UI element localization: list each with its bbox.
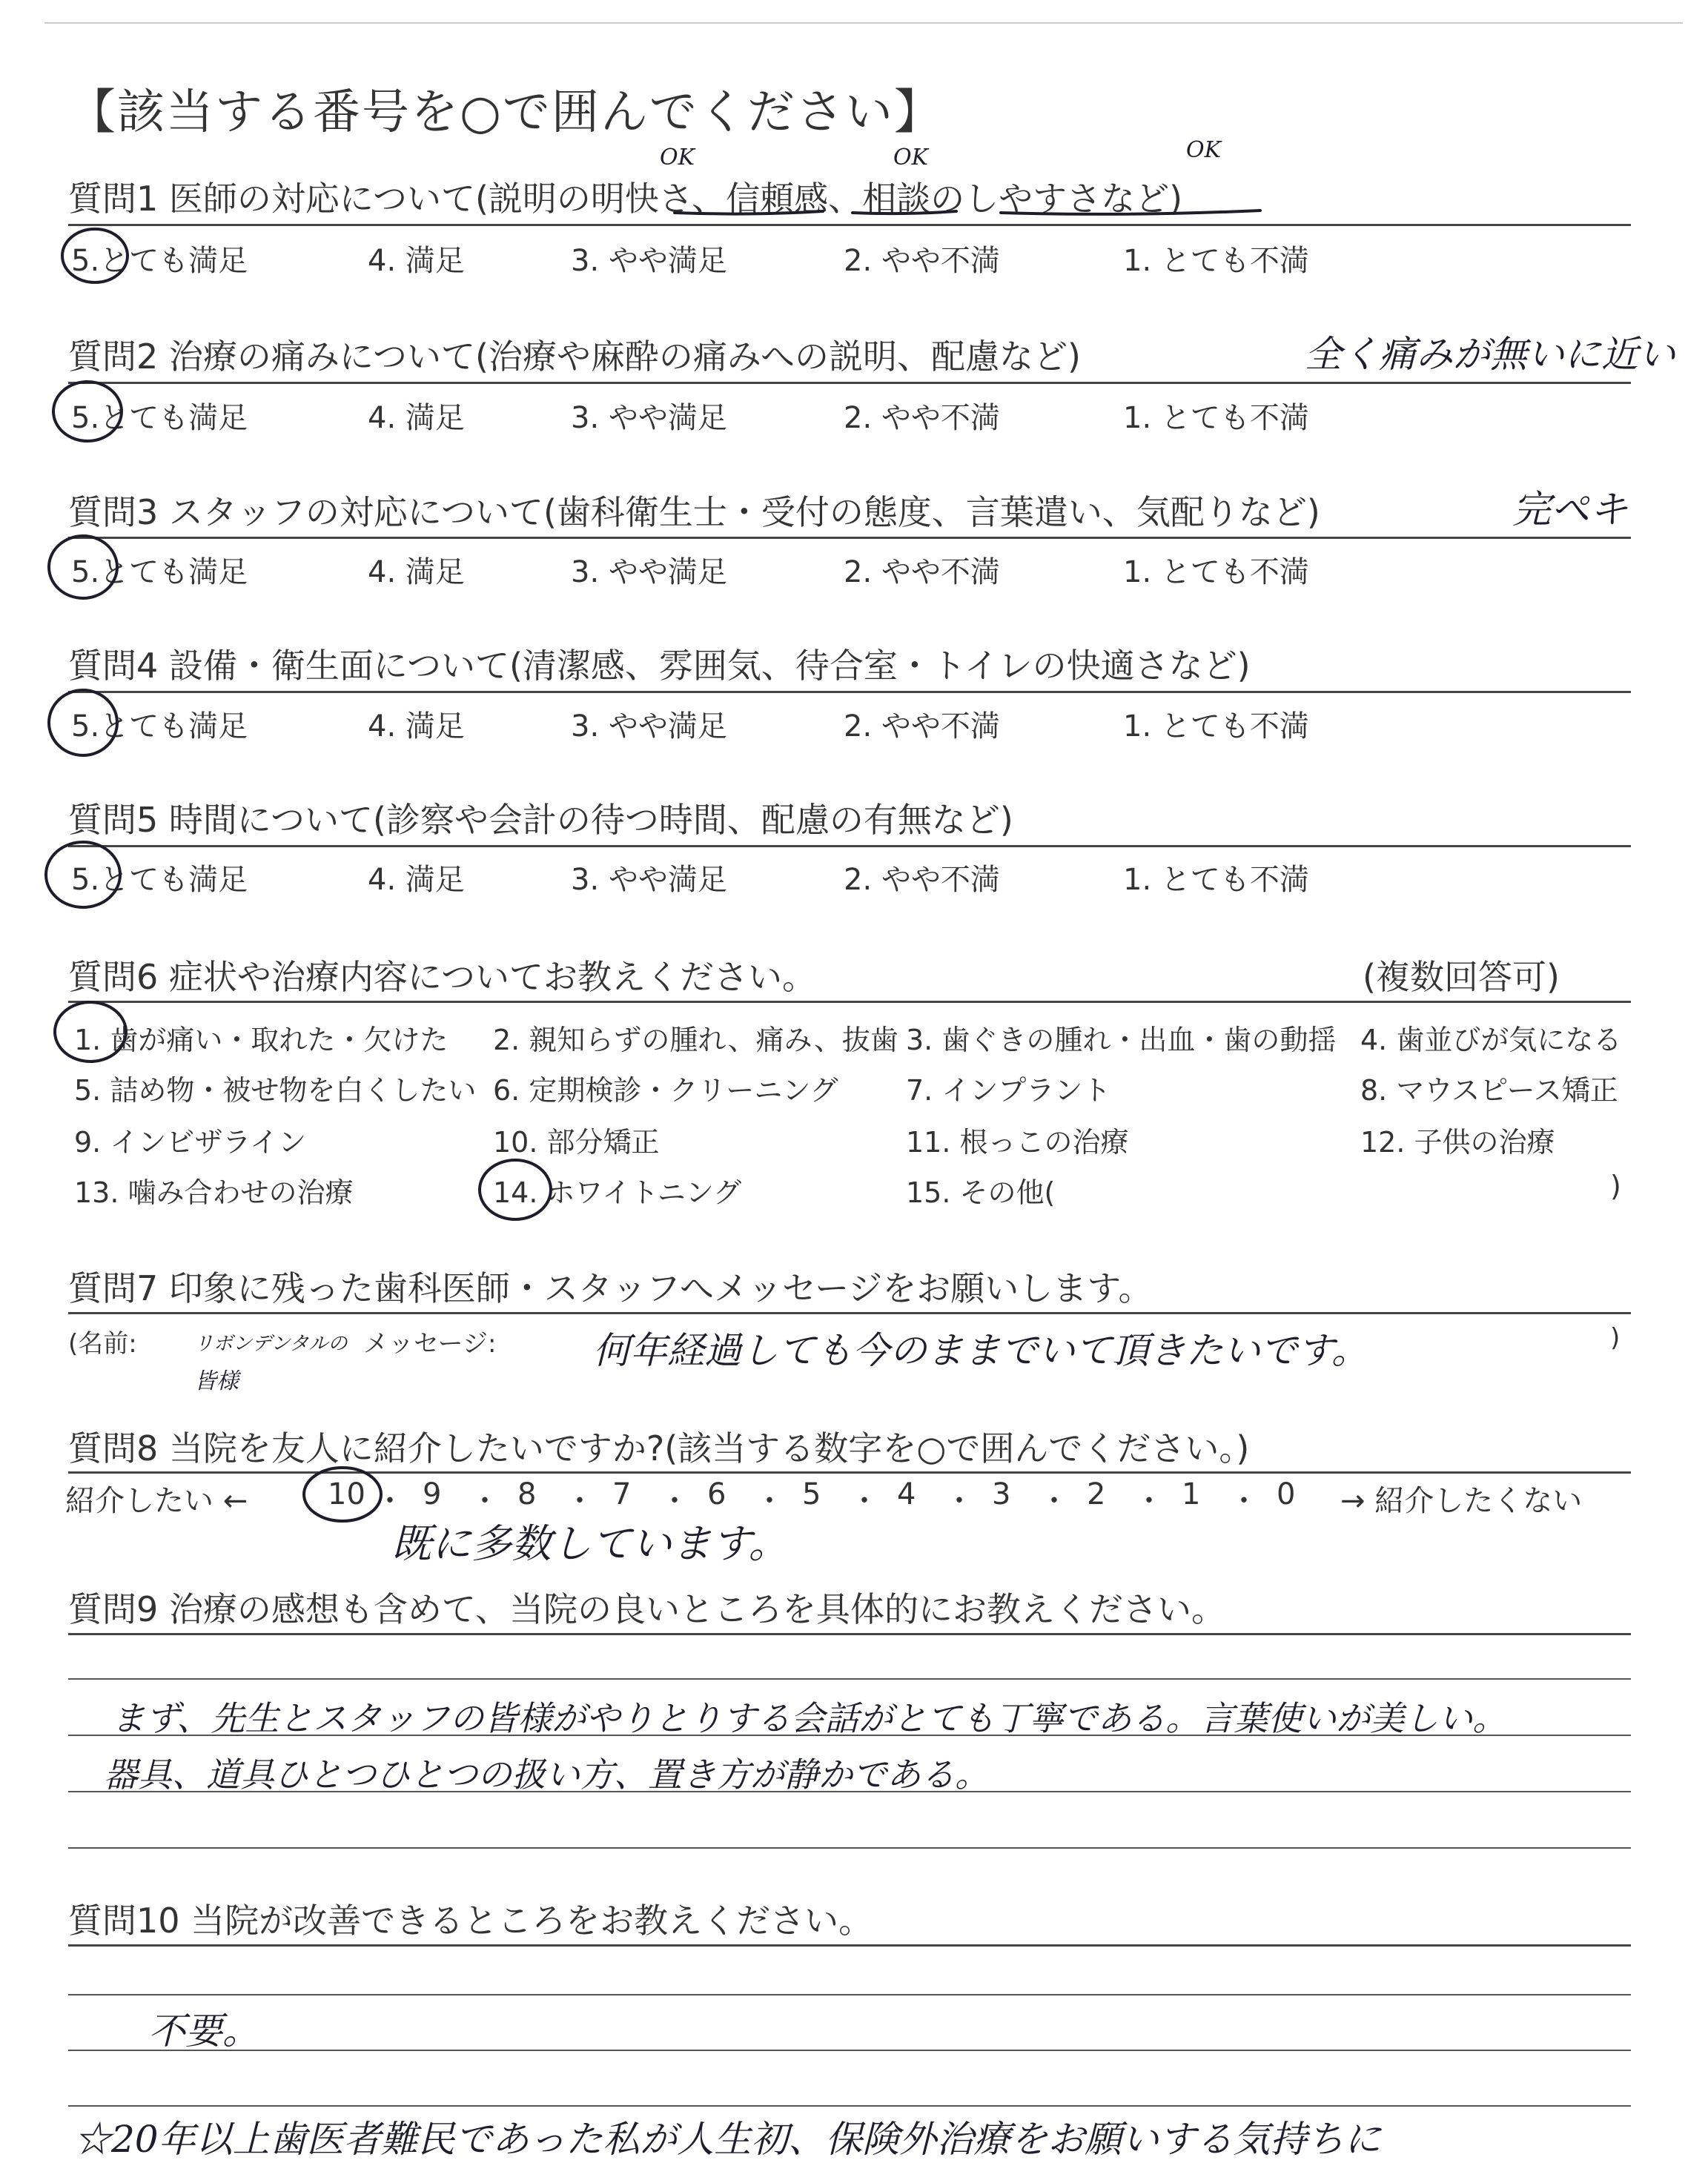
- q6-option-4[interactable]: 4. 歯並びが気になる: [1360, 1024, 1622, 1056]
- q3-label: 質問3 スタッフの対応について(歯科衛生士・受付の態度、言葉遣い、気配りなど): [68, 492, 1320, 532]
- q5-option-4[interactable]: 4. 満足: [368, 863, 465, 897]
- q1-option-3[interactable]: 3. やや満足: [571, 244, 727, 278]
- q3-selected-circle: [49, 536, 117, 598]
- q6-option-1[interactable]: 1. 歯が痛い・取れた・欠けた: [74, 1024, 448, 1056]
- q3-comment: 完ペキ: [1512, 488, 1629, 532]
- q5-option-5[interactable]: 5.とても満足: [71, 863, 248, 897]
- q6-option-6[interactable]: 6. 定期検診・クリーニング: [493, 1074, 838, 1107]
- q1-ok-mark-3: OK: [1186, 137, 1222, 163]
- q3-option-3[interactable]: 3. やや満足: [571, 555, 727, 589]
- q6-option-12[interactable]: 12. 子供の治療: [1360, 1126, 1555, 1159]
- q1-underline-2: [853, 211, 956, 213]
- q8-separator: ・: [850, 1484, 879, 1518]
- q7-message-value[interactable]: 何年経過しても今のままでいて頂きたいです。: [593, 1329, 1368, 1372]
- q6-selected-circle-1: [55, 1002, 126, 1061]
- q3-option-5[interactable]: 5.とても満足: [71, 555, 248, 589]
- q1-option-5[interactable]: 5.とても満足: [71, 244, 248, 278]
- q9-answer-1[interactable]: まず、先生とスタッフの皆様がやりとりする会話がとても丁寧である。言葉使いが美しい。: [111, 1698, 1507, 1738]
- q8-right-label: → 紹介したくない: [1340, 1484, 1583, 1518]
- q1-option-4[interactable]: 4. 満足: [368, 244, 465, 278]
- q8-label: 質問8 当院を友人に紹介したいですか?(該当する数字を○で囲んでください。): [68, 1428, 1250, 1468]
- q4-option-3[interactable]: 3. やや満足: [571, 709, 727, 743]
- q4-option-1[interactable]: 1. とても不満: [1123, 709, 1309, 743]
- q1-selected-circle: [62, 229, 128, 282]
- q6-option-11[interactable]: 11. 根っこの治療: [906, 1126, 1129, 1159]
- q3-option-4[interactable]: 4. 満足: [368, 555, 465, 589]
- q2-selected-circle: [53, 382, 122, 441]
- q8-selected-circle: [304, 1468, 381, 1521]
- q8-separator: ・: [944, 1484, 974, 1518]
- q8-separator: ・: [755, 1484, 784, 1518]
- q6-option-3[interactable]: 3. 歯ぐきの腫れ・出血・歯の動揺: [906, 1024, 1337, 1056]
- q2-comment: 全く痛みが無いに近い: [1305, 333, 1675, 376]
- q4-selected-circle: [49, 690, 117, 755]
- q6-note: (複数回答可): [1363, 957, 1560, 997]
- q4-option-5[interactable]: 5.とても満足: [71, 709, 248, 743]
- q3-option-2[interactable]: 2. やや不満: [844, 555, 1000, 589]
- q7-name-value[interactable]: リボンデンタルの: [194, 1333, 348, 1355]
- q1-underline-3: [1001, 211, 1260, 214]
- page-title: 【該当する番号を○で囲んでください】: [68, 85, 943, 140]
- q2-option-1[interactable]: 1. とても不満: [1123, 401, 1309, 435]
- q2-option-4[interactable]: 4. 満足: [368, 401, 465, 435]
- q8-comment: 既に多数しています。: [391, 1520, 789, 1567]
- q4-option-2[interactable]: 2. やや不満: [844, 709, 1000, 743]
- q7-label: 質問7 印象に残った歯科医師・スタッフへメッセージをお願いします。: [68, 1268, 1153, 1308]
- q6-option-8[interactable]: 8. マウスピース矯正: [1360, 1074, 1618, 1107]
- q1-underline-1: [675, 211, 823, 214]
- q8-number-2[interactable]: 2: [1087, 1477, 1106, 1511]
- q6-option-14[interactable]: 14. ホワイトニング: [493, 1176, 742, 1209]
- q6-option-13[interactable]: 13. 噛み合わせの治療: [74, 1176, 354, 1209]
- q2-option-5[interactable]: 5.とても満足: [71, 401, 248, 435]
- q7-name-prefix: (名前:: [68, 1329, 137, 1359]
- q8-separator: ・: [1134, 1484, 1164, 1518]
- q8-separator: ・: [470, 1484, 500, 1518]
- q2-option-2[interactable]: 2. やや不満: [844, 401, 1000, 435]
- q5-option-1[interactable]: 1. とても不満: [1123, 863, 1309, 897]
- q6-label: 質問6 症状や治療内容についてお教えください。: [68, 957, 816, 997]
- q3-option-1[interactable]: 1. とても不満: [1123, 555, 1309, 589]
- q6-selected-circle-14: [480, 1160, 551, 1219]
- q8-number-1[interactable]: 1: [1182, 1477, 1201, 1511]
- q4-option-4[interactable]: 4. 満足: [368, 709, 465, 743]
- q7-name-value-2[interactable]: 皆様: [194, 1368, 239, 1394]
- q8-number-10[interactable]: 10: [328, 1477, 365, 1511]
- q10-label: 質問10 当院が改善できるところをお教えください。: [68, 1901, 873, 1941]
- q9-answer-2[interactable]: 器具、道具ひとつひとつの扱い方、置き方が静かである。: [104, 1755, 990, 1795]
- q8-number-7[interactable]: 7: [612, 1477, 632, 1511]
- q1-option-2[interactable]: 2. やや不満: [844, 244, 1000, 278]
- q2-option-3[interactable]: 3. やや満足: [571, 401, 727, 435]
- q2-label: 質問2 治療の痛みについて(治療や麻酔の痛みへの説明、配慮など): [68, 337, 1081, 377]
- q6-option-9[interactable]: 9. インビザライン: [74, 1126, 307, 1159]
- q8-number-4[interactable]: 4: [897, 1477, 916, 1511]
- q7-close: ): [1610, 1323, 1621, 1353]
- q10-footer-note: ☆20年以上歯医者難民であった私が人生初、保険外治療をお願いする気持ちに: [74, 2118, 1382, 2161]
- q8-number-3[interactable]: 3: [992, 1477, 1011, 1511]
- q8-left-label: 紹介したい ←: [65, 1484, 248, 1518]
- q6-option-2[interactable]: 2. 親知らずの腫れ、痛み、抜歯: [493, 1024, 898, 1056]
- q8-number-0[interactable]: 0: [1277, 1477, 1296, 1511]
- q5-option-2[interactable]: 2. やや不満: [844, 863, 1000, 897]
- q1-ok-mark-1: OK: [660, 145, 695, 170]
- q8-number-9[interactable]: 9: [423, 1477, 442, 1511]
- q8-separator: ・: [565, 1484, 595, 1518]
- q8-number-5[interactable]: 5: [802, 1477, 821, 1511]
- q6-option-5[interactable]: 5. 詰め物・被せ物を白くしたい: [74, 1074, 477, 1107]
- q6-option-15[interactable]: 15. その他(: [906, 1176, 1056, 1209]
- q8-number-8[interactable]: 8: [517, 1477, 537, 1511]
- q6-option-10[interactable]: 10. 部分矯正: [493, 1126, 660, 1159]
- q8-separator: ・: [1039, 1484, 1069, 1518]
- q4-label: 質問4 設備・衛生面について(清潔感、雰囲気、待合室・トイレの快適さなど): [68, 646, 1251, 686]
- q6-option-7[interactable]: 7. インプラント: [906, 1074, 1111, 1107]
- q1-option-1[interactable]: 1. とても不満: [1123, 244, 1309, 278]
- q1-label: 質問1 医師の対応について(説明の明快さ、信頼感、相談のしやすさなど): [68, 179, 1183, 219]
- q8-separator: ・: [1229, 1484, 1259, 1518]
- q6-option-15-close: ): [1610, 1170, 1621, 1202]
- q8-number-6[interactable]: 6: [707, 1477, 726, 1511]
- q5-label: 質問5 時間について(診察や会計の待つ時間、配慮の有無など): [68, 800, 1013, 840]
- q10-answer[interactable]: 不要。: [148, 2010, 259, 2053]
- q5-selected-circle: [46, 842, 120, 907]
- q7-message-label: メッセージ:: [363, 1329, 497, 1359]
- q9-label: 質問9 治療の感想も含めて、当院の良いところを具体的にお教えください。: [68, 1589, 1225, 1629]
- q1-ok-mark-2: OK: [893, 145, 929, 170]
- q5-option-3[interactable]: 3. やや満足: [571, 863, 727, 897]
- q8-separator: ・: [660, 1484, 689, 1518]
- q8-separator: ・: [375, 1484, 405, 1518]
